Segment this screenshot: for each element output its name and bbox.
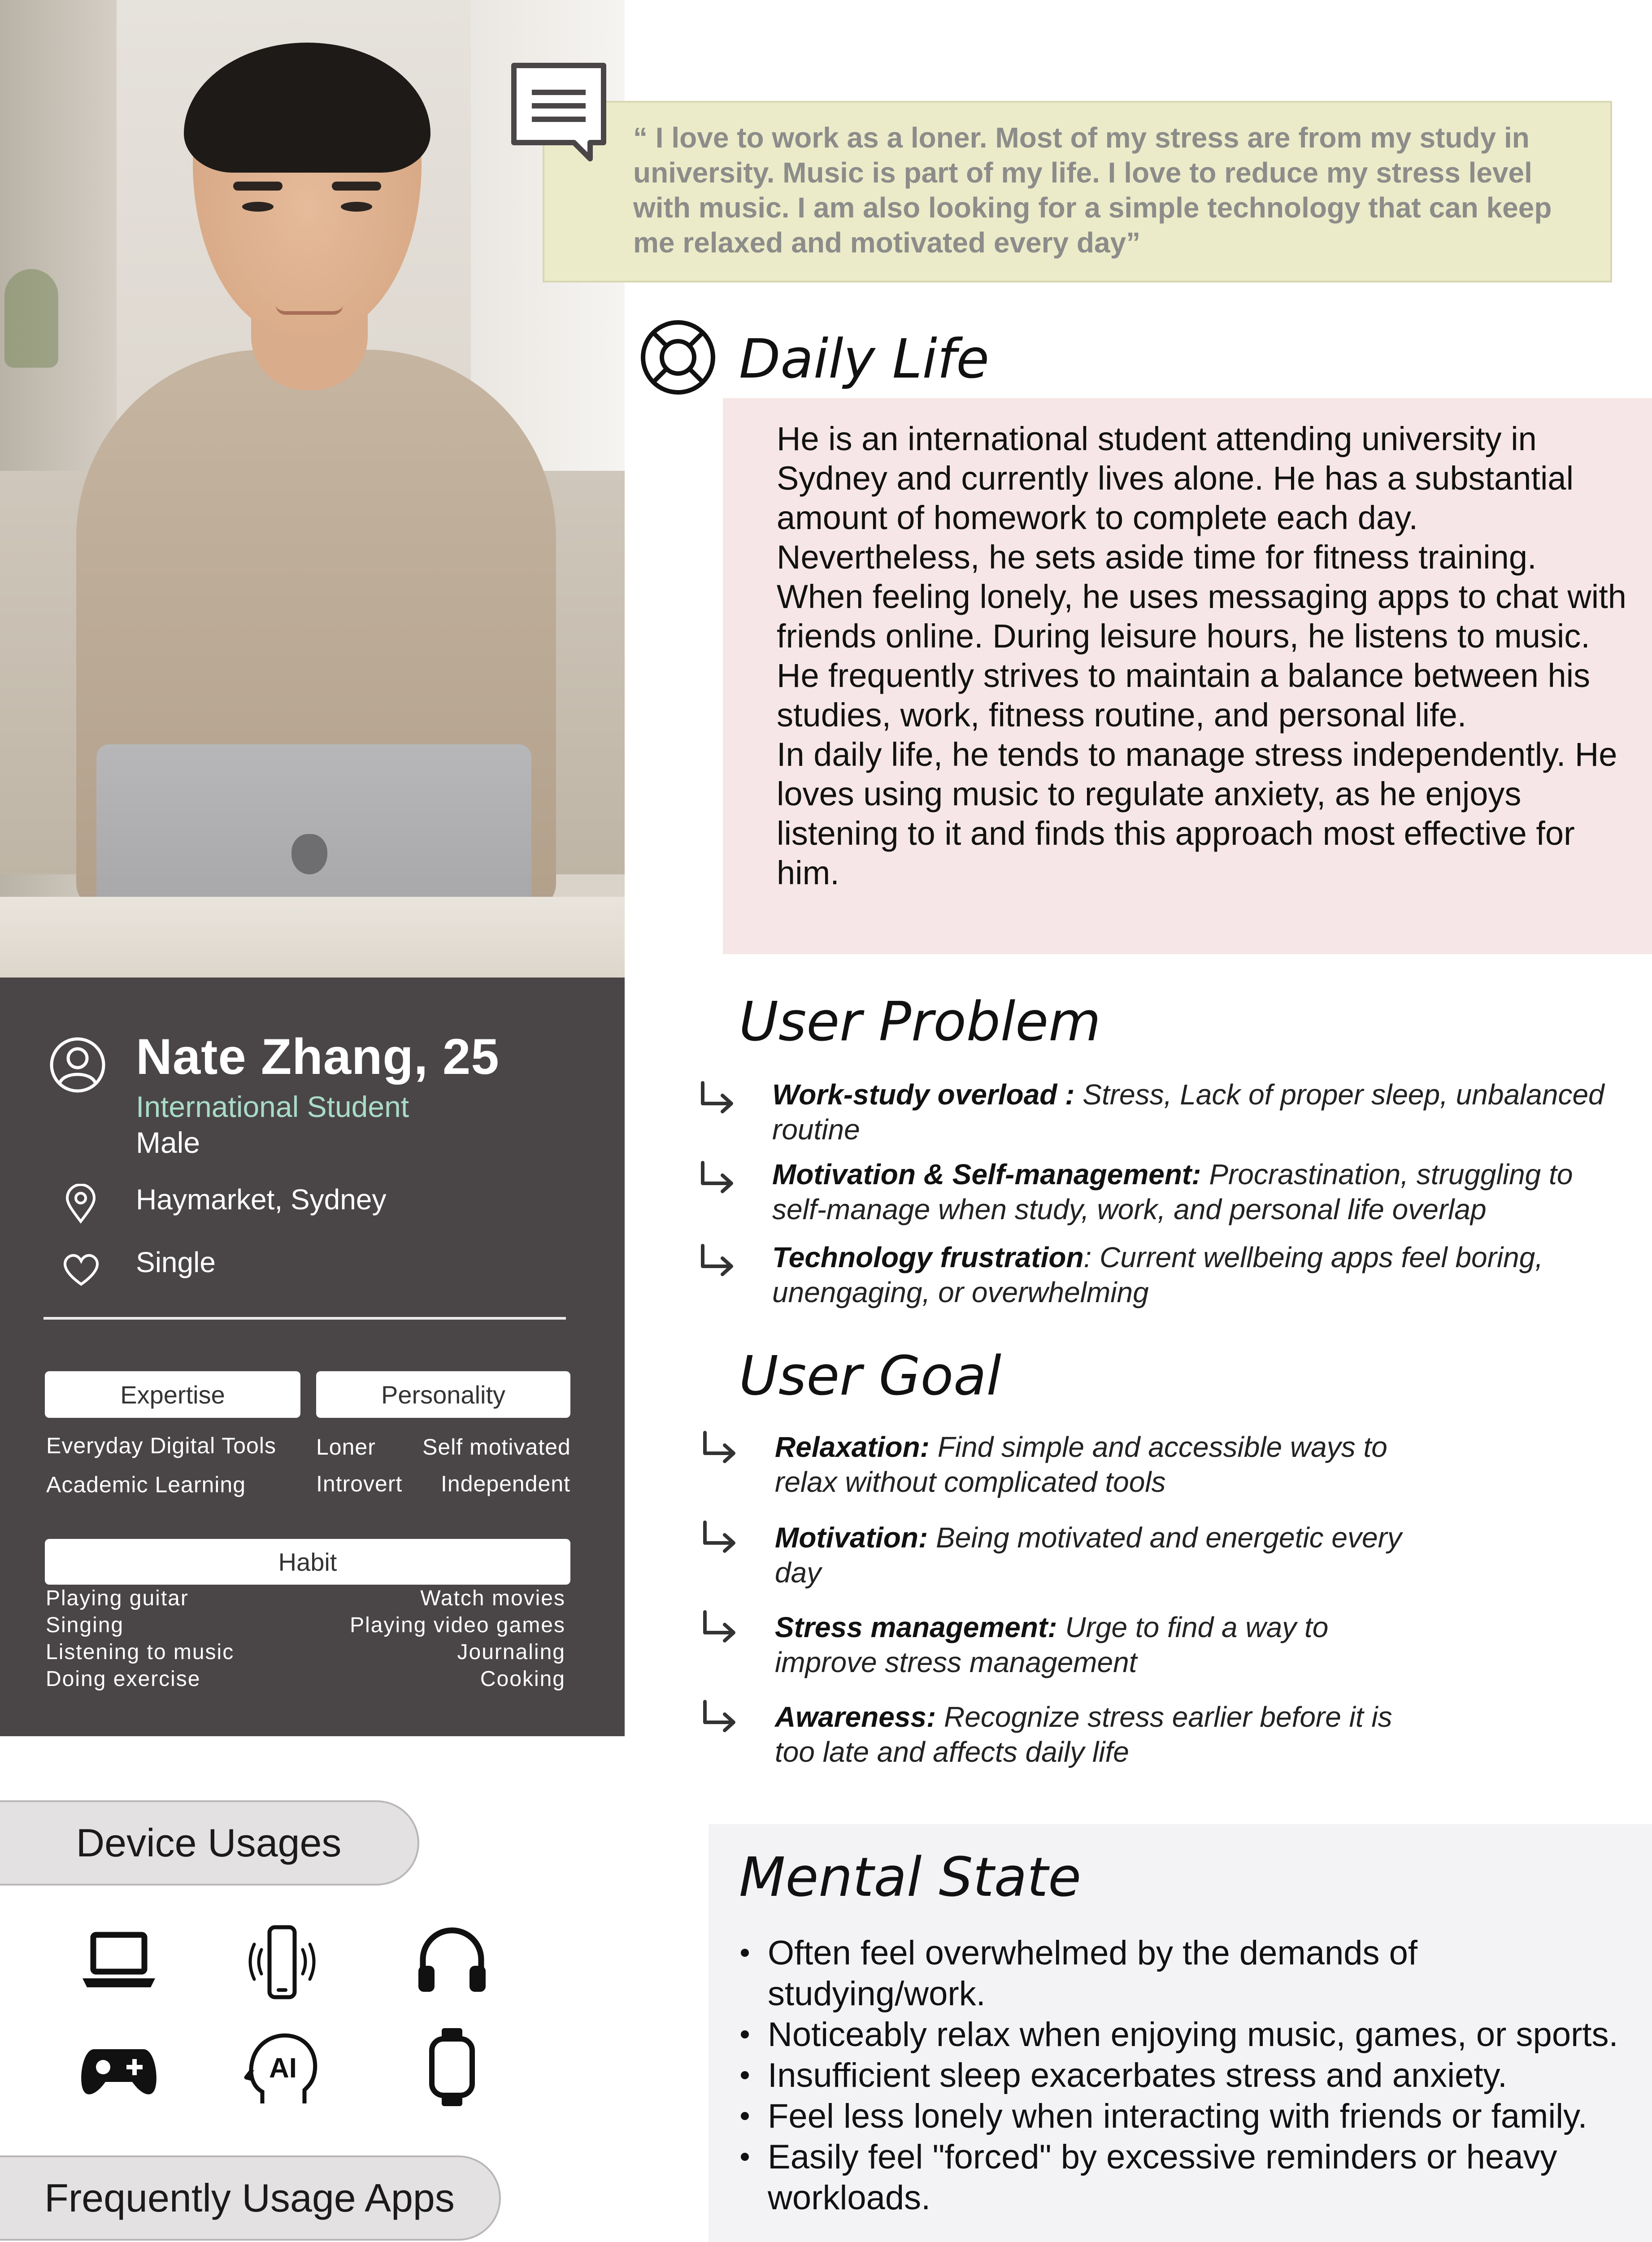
- frequent-apps-header: Frequently Usage Apps: [0, 2155, 501, 2241]
- persona-location: Haymarket, Sydney: [136, 1183, 387, 1216]
- arrow-icon: [697, 1241, 738, 1282]
- habit-item: Journaling: [457, 1640, 565, 1664]
- mental-state-list: [768, 1933, 1638, 2218]
- habit-item: Listening to music: [46, 1640, 235, 1664]
- laptop-icon: [76, 1919, 161, 2004]
- expertise-item: Everyday Digital Tools: [46, 1433, 276, 1458]
- personality-item: Loner: [316, 1434, 376, 1460]
- daily-life-paragraph: He is an international student attending university in Sydney and currently lives alone. He has a substantial amount of homework to complete each day. Nevertheless, he sets aside time for fitness training. When feeling lonely, he uses messaging apps to chat with friends online. During leisure hours, he listens to music. He frequently strives to maintain a balance between his studies, work, fitness routine, and personal life.: [777, 420, 1626, 734]
- habit-list-left: [46, 1585, 234, 1693]
- speech-bubble-icon: [511, 63, 610, 161]
- daily-life-paragraph: In daily life, he tends to manage stress independently. He loves using music to regulate anxiety, as he enjoys listening to it and finds this approach most effective for him.: [777, 736, 1617, 891]
- location-pin-icon: [63, 1184, 99, 1224]
- user-icon: [48, 1036, 107, 1094]
- goal-item: Stress management: Urge to find a way to improve stress management: [775, 1611, 1329, 1678]
- persona-quote: “ I love to work as a loner. Most of my stress are from my study in university. Music is part of my life. I love to reduce my stress level with music. I am also looking for a simple technology that can keep me relaxed and motivated every day”: [633, 122, 1552, 259]
- habit-item: Doing exercise: [46, 1667, 201, 1691]
- mental-state-item: Noticeably relax when enjoying music, games, or sports.: [768, 2014, 1638, 2055]
- user-problem-title: User Problem: [739, 991, 1101, 1053]
- smartphone-icon: [239, 1919, 324, 2004]
- mental-state-item: Feel less lonely when interacting with friends or family.: [768, 2096, 1638, 2137]
- persona-gender: Male: [136, 1126, 200, 1159]
- personality-item: Introvert: [316, 1471, 403, 1496]
- goal-item: Motivation: Being motivated and energetic every day: [775, 1521, 1402, 1589]
- profile-divider: [43, 1317, 566, 1320]
- habit-label: Habit: [45, 1539, 570, 1585]
- arrow-icon: [697, 1158, 738, 1199]
- personality-item: Self motivated: [422, 1434, 571, 1460]
- arrow-icon: [700, 1428, 740, 1469]
- smartwatch-icon: [409, 2025, 495, 2110]
- habit-item: Watch movies: [420, 1586, 565, 1610]
- arrow-icon: [700, 1697, 740, 1738]
- goal-item: Relaxation: Find simple and accessible ways to relax without complicated tools: [775, 1431, 1387, 1498]
- personality-item: Independent: [441, 1471, 571, 1496]
- habit-item: Cooking: [480, 1667, 565, 1691]
- expertise-item: Academic Learning: [46, 1472, 246, 1497]
- problem-item: Technology frustration: Current wellbeing apps feel boring, unengaging, or overwhelming: [772, 1241, 1543, 1308]
- arrow-icon: [700, 1608, 740, 1648]
- daily-life-title: Daily Life: [739, 328, 990, 391]
- mental-state-item: Insufficient sleep exacerbates stress and anxiety.: [768, 2055, 1638, 2096]
- goal-item: Awareness: Recognize stress earlier before it is too late and affects daily life: [775, 1701, 1392, 1768]
- habit-item: Singing: [46, 1613, 124, 1637]
- habit-item: Playing guitar: [46, 1586, 189, 1610]
- ai-head-icon: [239, 2025, 324, 2110]
- arrow-icon: [700, 1518, 740, 1558]
- mental-state-item: Easily feel "forced" by excessive reminders or heavy workloads.: [768, 2137, 1638, 2218]
- heart-icon: [61, 1252, 101, 1287]
- problem-item: Motivation & Self-management: Procrastination, struggling to self-manage when study, work, and personal life overlap: [772, 1158, 1573, 1225]
- headphones-icon: [409, 1919, 495, 2004]
- gamepad-icon: [76, 2025, 161, 2110]
- persona-relationship: Single: [136, 1246, 216, 1278]
- mental-state-item: Often feel overwhelmed by the demands of studying/work.: [768, 1933, 1638, 2014]
- daily-life-text: [777, 419, 1629, 893]
- user-goal-title: User Goal: [739, 1345, 1001, 1408]
- arrow-icon: [697, 1078, 738, 1119]
- svg-text:AI: AI: [269, 2053, 297, 2084]
- personality-label: Personality: [316, 1371, 570, 1418]
- problem-item: Work-study overload : Stress, Lack of proper sleep, unbalanced routine: [772, 1078, 1604, 1146]
- lifebuoy-icon: [639, 318, 717, 397]
- expertise-label: Expertise: [45, 1371, 300, 1418]
- device-usages-header: Device Usages: [0, 1800, 419, 1886]
- habit-list-right: [350, 1585, 565, 1693]
- persona-name: Nate Zhang, 25: [136, 1029, 500, 1085]
- mental-state-title: Mental State: [739, 1847, 1082, 1909]
- habit-item: Playing video games: [350, 1613, 565, 1637]
- persona-role: International Student: [136, 1090, 409, 1123]
